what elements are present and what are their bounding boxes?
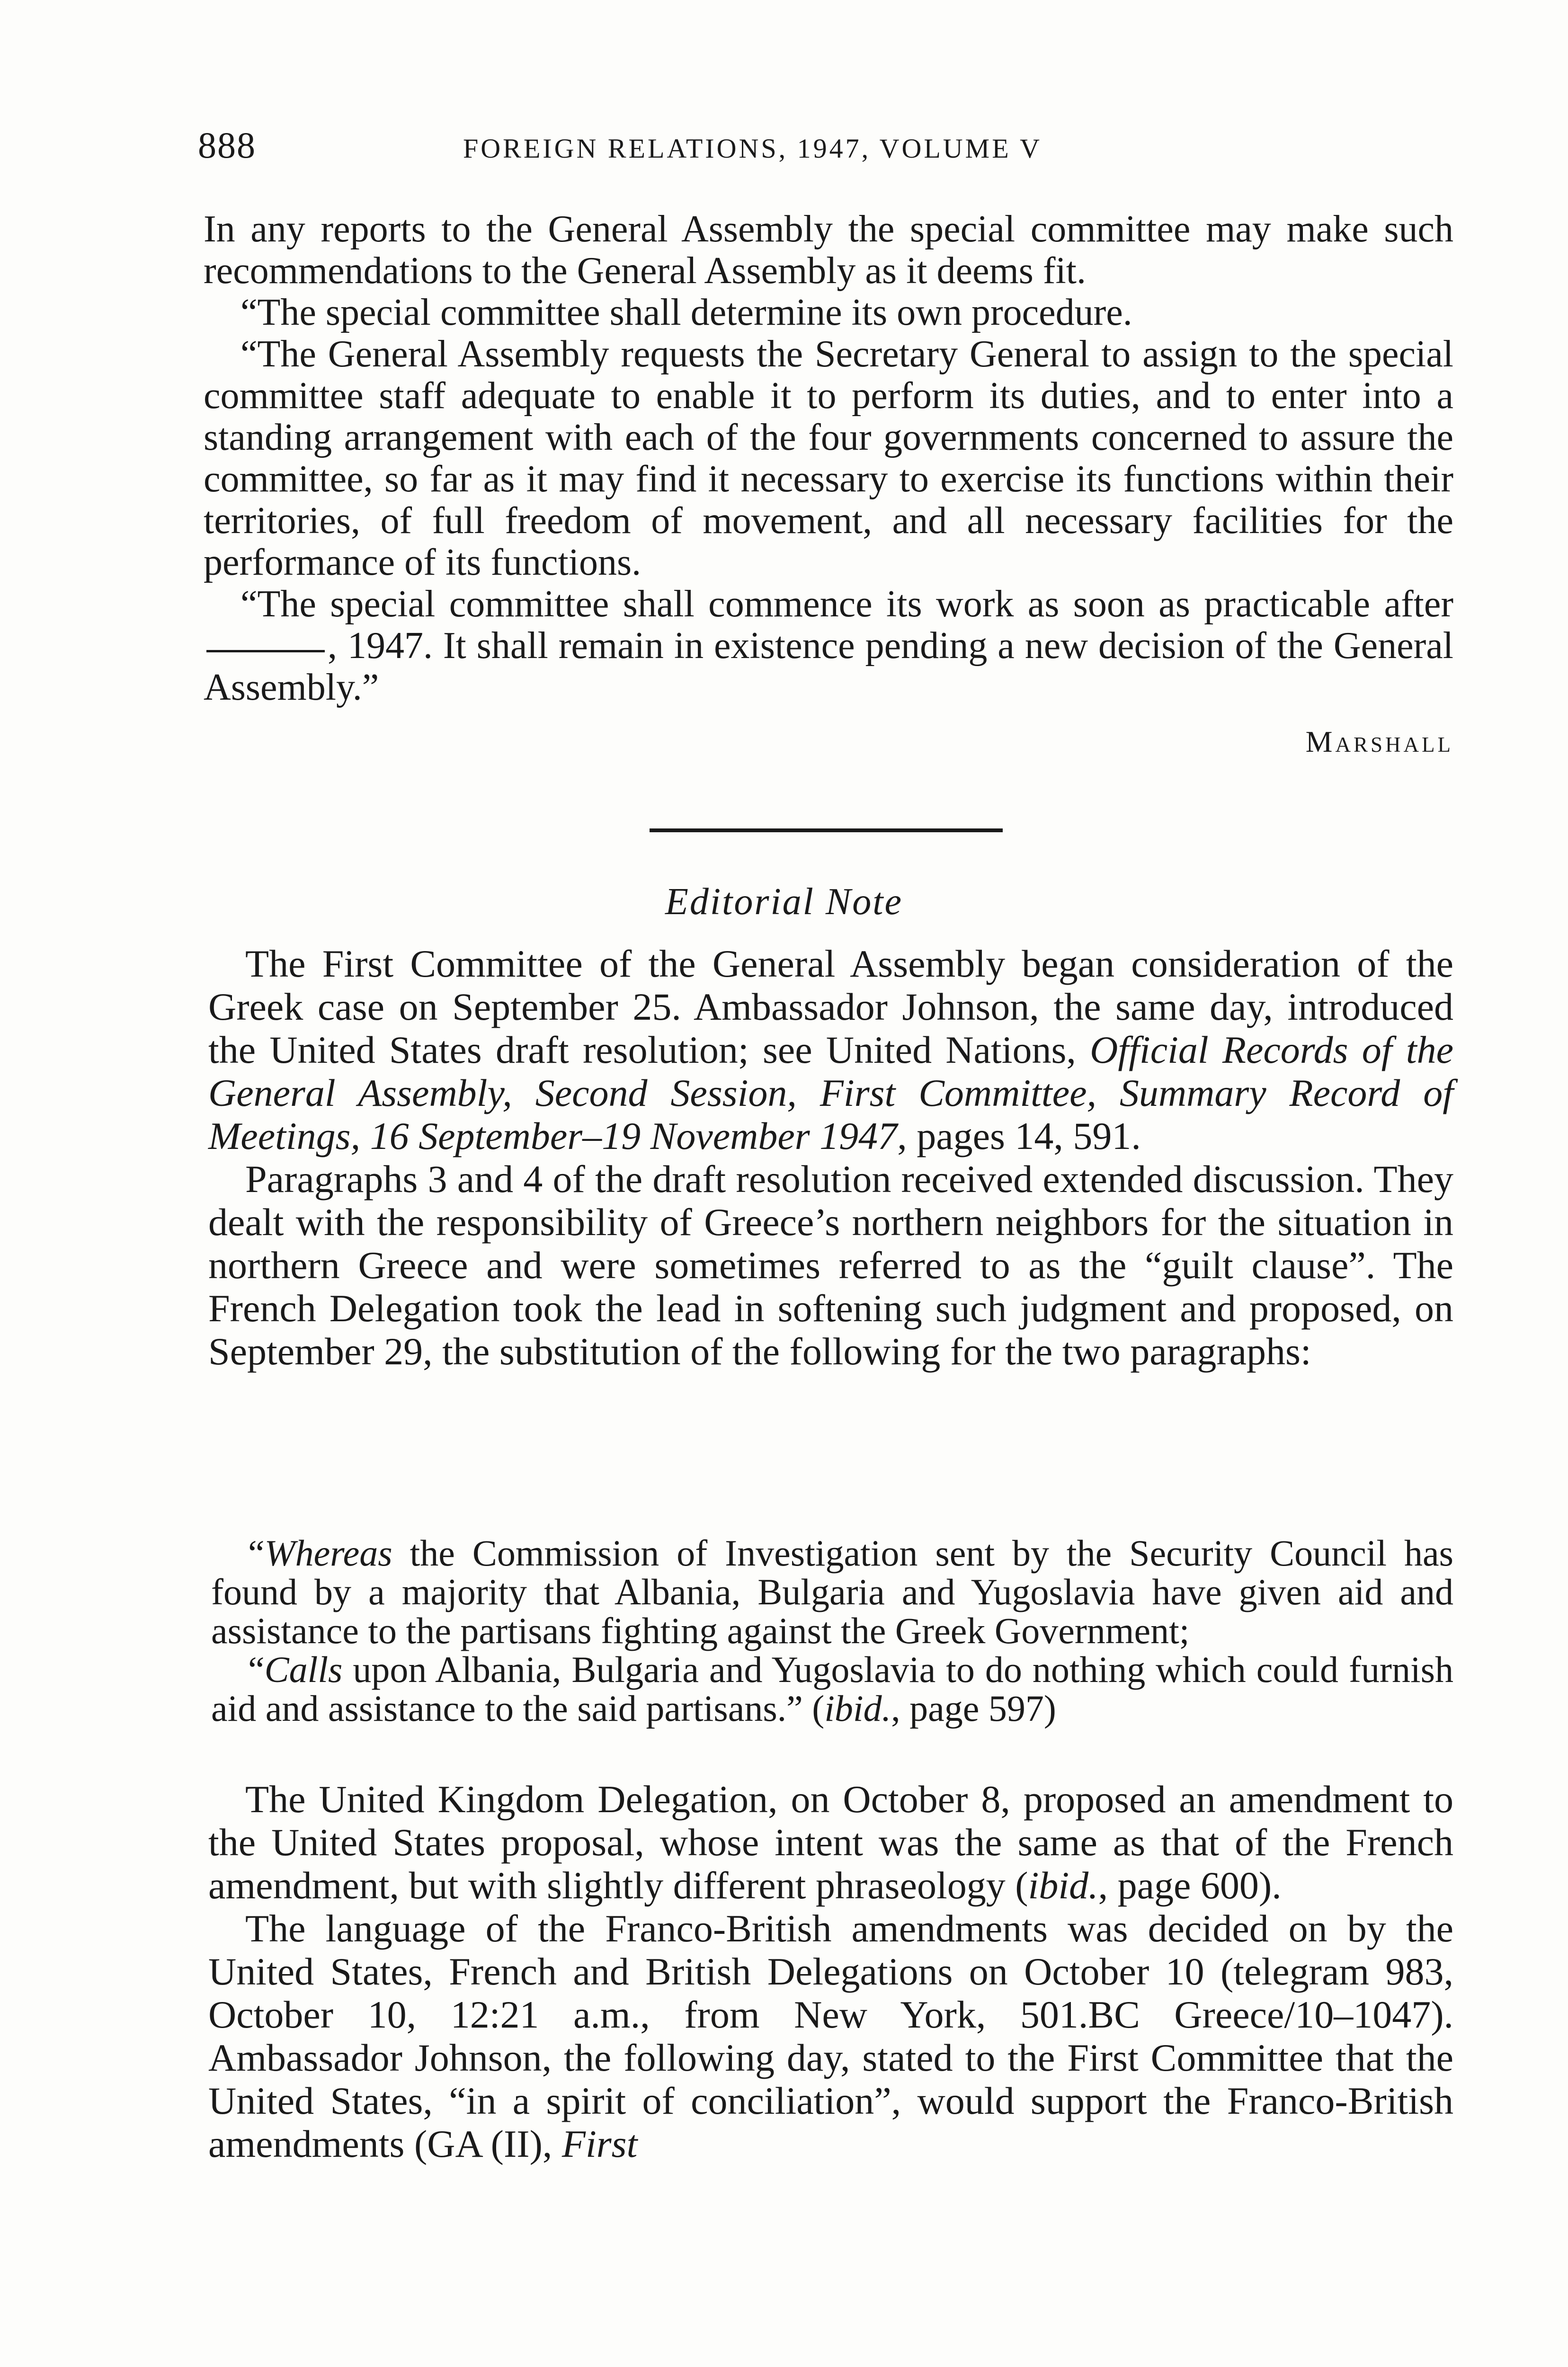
section-divider (650, 828, 1003, 832)
editorial-note-title: Editorial Note (665, 881, 903, 923)
date-blank (206, 650, 325, 652)
page-number: 888 (198, 125, 256, 166)
citation: Official Records of the General Assembly, Second Session, First Committee, Summary Record of Meetings, 16 September–19 November 1947 (208, 1028, 1453, 1157)
paragraph: “The special committee shall commence its work as soon as practicable after, 1947. It shall remain in existence pending a new decision of the General Assembly.” (204, 583, 1453, 708)
quote-paragraph: “Whereas the Commission of Investigation sent by the Security Council has found by a majority that Albania, Bulgaria and Yugoslavia have given aid and assistance to the partisans fighting against the Greek Government; (211, 1532, 1453, 1651)
editorial-note-body-1 (208, 942, 1453, 1373)
continued-resolution-text (204, 208, 1453, 708)
paragraph: The First Committee of the General Assembly began consideration of the Greek case on September 25. Ambassador Johnson, the same day, introduced the United States draft resolution; see United Nations, Official Records of the General Assembly, Second Session, First Committee, Summary Record of Meetings, 16 September–19 November 1947, pages 14, 591. (208, 942, 1453, 1157)
paragraph: “The special committee shall determine its own procedure. (241, 292, 1132, 333)
paragraph: “The General Assembly requests the Secretary General to assign to the special committee staff adequate to enable it to perform its duties, and to enter into a standing arrangement with each of the four governments concerned to assure the committee, so far as it may find it necessary to exercise its functions within their territories, of full freedom of movement, and all necessary facilities for the performance of its functions. (204, 333, 1453, 583)
quote-paragraph: “Calls upon Albania, Bulgaria and Yugoslavia to do nothing which could furnish aid and assistance to the said partisans.” (ibid., page 597) (211, 1649, 1453, 1729)
page-header (198, 124, 1183, 167)
signature: Marshall (1305, 725, 1453, 758)
paragraph: The United Kingdom Delegation, on October 8, proposed an amendment to the United States proposal, whose intent was the same as that of the French amendment, but with slightly different phraseology (ibid., page 600). (208, 1778, 1453, 1907)
paragraph: In any reports to the General Assembly the special committee may make such recommendations to the General Assembly as it deems fit. (204, 208, 1453, 292)
editorial-note-body-2 (208, 1778, 1453, 2165)
running-head: FOREIGN RELATIONS, 1947, VOLUME V (463, 133, 1042, 164)
paragraph: The language of the Franco-British amendments was decided on by the United States, French and British Delegations on October 10 (telegram 983, October 10, 12:21 a.m., from New York, 501.BC Greece/10–1047). Ambassador Johnson, the following day, stated to the First Committee that the United States, “in a spirit of conciliation”, would support the Franco-British amendments (GA (II), First (208, 1907, 1453, 2165)
block-quote (211, 1534, 1453, 1728)
paragraph: Paragraphs 3 and 4 of the draft resolution received extended discussion. They dealt with the responsibility of Greece’s northern neighbors for the situation in northern Greece and were sometimes referred to as the “guilt clause”. The French Delegation took the lead in softening such judgment and proposed, on September 29, the substitution of the following for the two paragraphs: (208, 1157, 1453, 1373)
